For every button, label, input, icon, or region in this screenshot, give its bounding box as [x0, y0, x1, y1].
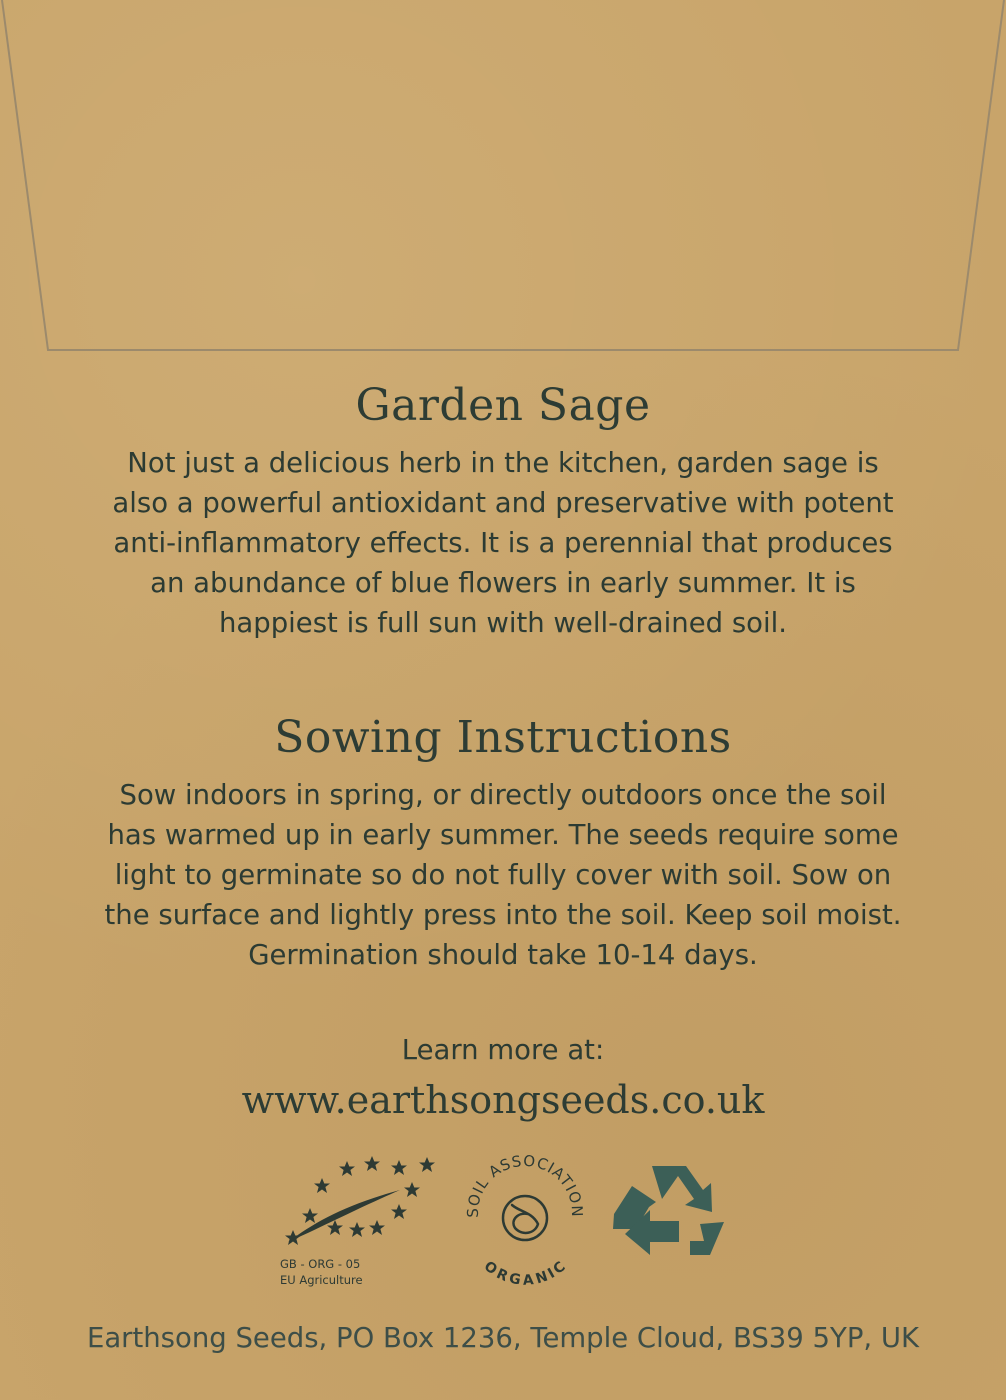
product-description-section	[0, 380, 1006, 643]
learn-more-label: Learn more at:	[401, 1034, 605, 1066]
sowing-line: Sow indoors in spring, or directly outdoors once the soil	[119, 779, 887, 811]
description-line: also a powerful antioxidant and preservative with potent	[112, 487, 894, 519]
sowing-line: the surface and lightly press into the soil. Keep soil moist.	[104, 899, 902, 931]
eu-code-line: GB - ORG - 05	[280, 1257, 361, 1271]
product-title: Garden Sage	[355, 380, 651, 431]
description-line: an abundance of blue flowers in early summer. It is	[150, 567, 856, 599]
sowing-text	[0, 775, 1006, 975]
recycle-icon	[613, 1166, 724, 1255]
eu-code-line: EU Agriculture	[280, 1273, 363, 1287]
description-line: Not just a delicious herb in the kitchen, garden sage is	[127, 447, 879, 479]
envelope-flap	[0, 0, 1006, 360]
description-line: anti-inflammatory effects. It is a perennial that produces	[113, 527, 893, 559]
sowing-title: Sowing Instructions	[274, 712, 732, 763]
company-address: Earthsong Seeds, PO Box 1236, Temple Cloud, BS39 5YP, UK	[86, 1322, 920, 1354]
sowing-line: has warmed up in early summer. The seeds require some	[107, 819, 899, 851]
eu-organic-leaf-icon	[285, 1156, 435, 1245]
certification-logos	[0, 1150, 1006, 1300]
description-line: happiest is full sun with well-drained soil.	[218, 607, 788, 639]
sowing-line: light to germinate so do not fully cover with soil. Sow on	[114, 859, 892, 891]
product-description	[0, 443, 1006, 643]
eu-organic-code	[280, 1256, 363, 1288]
svg-text:SOIL ASSOCIATION: SOIL ASSOCIATION	[463, 1151, 587, 1218]
sowing-instructions-section	[0, 712, 1006, 975]
soil-association-icon	[464, 1152, 586, 1289]
learn-more-section	[0, 1030, 1006, 1122]
website-link[interactable]: www.earthsongseeds.co.uk	[241, 1078, 765, 1122]
sowing-line: Germination should take 10-14 days.	[248, 939, 758, 971]
svg-text:ORGANIC: ORGANIC	[480, 1258, 570, 1289]
